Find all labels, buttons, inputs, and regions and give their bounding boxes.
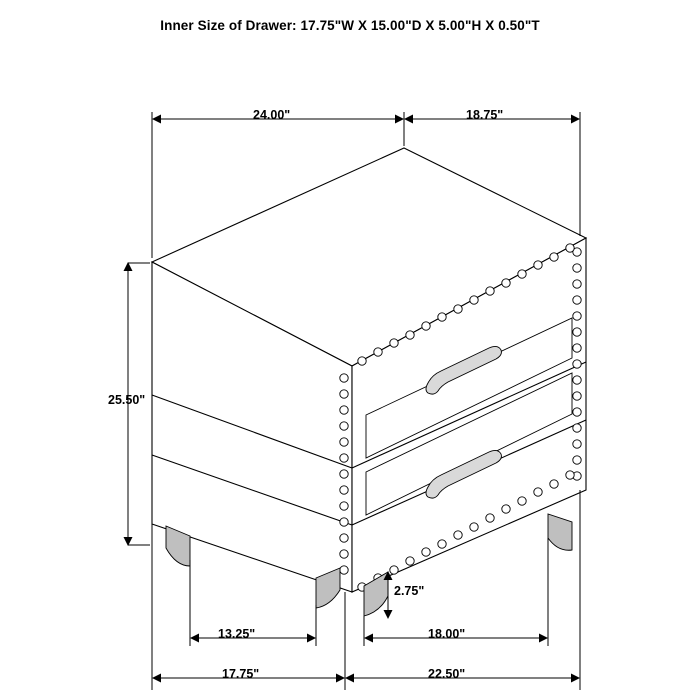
page-title: Inner Size of Drawer: 17.75"W X 15.00"D X 5.00"H X 0.50"T bbox=[160, 18, 540, 33]
dim-left-height: 25.50" bbox=[108, 393, 146, 407]
dim-bottom-inner-left: 13.25" bbox=[218, 627, 256, 641]
dim-bottom-inner-right: 18.00" bbox=[428, 627, 466, 641]
dim-bottom-outer-left: 17.75" bbox=[222, 667, 260, 681]
nightstand-body bbox=[152, 148, 586, 616]
dim-top-right: 18.75" bbox=[466, 108, 504, 122]
dim-top-left: 24.00" bbox=[253, 108, 291, 122]
dim-leg-height: 2.75" bbox=[394, 584, 425, 598]
dim-bottom-outer-right: 22.50" bbox=[428, 667, 466, 681]
